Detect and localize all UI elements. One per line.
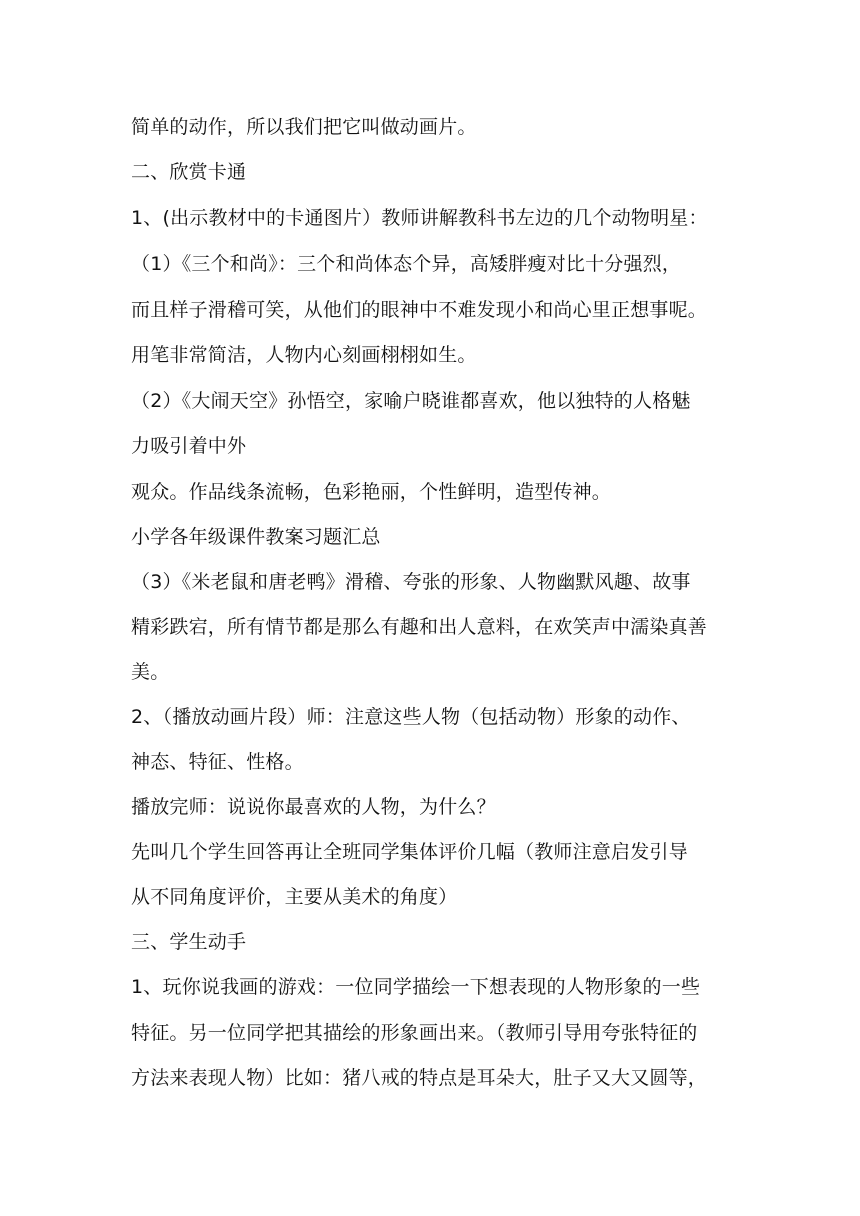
text-line: 1、玩你说我画的游戏：一位同学描绘一下想表现的人物形象的一些 [131,976,701,998]
text-line: 用笔非常简洁，人物内心刻画栩栩如生。 [131,344,477,366]
text-line: 观众。作品线条流畅，色彩艳丽，个性鲜明，造型传神。 [131,481,612,503]
text-line: 力吸引着中外 [131,435,247,457]
text-line: 从不同角度评价，主要从美术的角度） [131,886,458,908]
text-line: （2）《大闹天空》孙悟空，家喻户晓谁都喜欢，他以独特的人格魅 [131,390,691,412]
text-line: 简单的动作，所以我们把它叫做动画片。 [131,116,477,138]
text-line: 特征。另一位同学把其描绘的形象画出来。（教师引导用夸张特征的 [131,1022,698,1044]
text-line: （1）《三个和尚》：三个和尚体态个异，高矮胖瘦对比十分强烈， [131,253,682,275]
text-line: 而且样子滑稽可笑，从他们的眼神中不难发现小和尚心里正想事呢。 [131,299,708,321]
text-line: 神态、特征、性格。 [131,751,304,773]
text-line: 播放完师：说说你最喜欢的人物，为什么？ [131,796,496,818]
text-line: 2、（播放动画片段）师：注意这些人物（包括动物）形象的动作、 [131,706,691,728]
text-line: 1、(出示教材中的卡通图片）教师讲解教科书左边的几个动物明星： [131,207,708,229]
text-line: 方法来表现人物）比如：猪八戒的特点是耳朵大，肚子又大又圆等， [131,1067,708,1089]
text-line: 小学各年级课件教案习题汇总 [131,526,381,548]
text-line: 精彩跌宕，所有情节都是那么有趣和出人意料，在欢笑声中濡染真善 [131,616,708,638]
section-heading: 二、欣赏卡通 [131,161,247,183]
text-line: （3）《米老鼠和唐老鸭》滑稽、夸张的形象、人物幽默风趣、故事 [131,571,691,593]
section-heading: 三、学生动手 [131,931,247,953]
text-line: 美。 [131,661,170,683]
text-line: 先叫几个学生回答再让全班同学集体评价几幅（教师注意启发引导 [131,841,688,863]
